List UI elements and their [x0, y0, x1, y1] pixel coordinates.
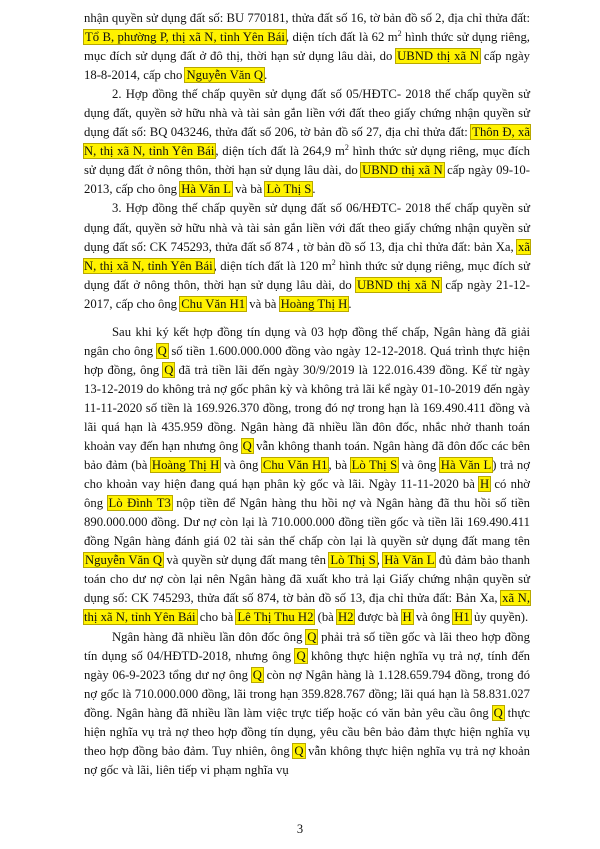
text-run: , diện tích đất là 120 m	[213, 258, 332, 273]
highlighted-text: UBND thị xã N	[362, 163, 443, 178]
highlighted-text: Chu Văn H1	[181, 296, 246, 311]
text-run: .	[264, 68, 268, 83]
text-run: hình thức sử dụng riêng, mục đích sử dụng đất ở nông thôn, thời hạn sử dụng lâu dài, do	[84, 144, 530, 178]
text-run: và ông	[220, 458, 262, 473]
highlighted-text: H	[480, 477, 490, 492]
text-run: ủy quyền).	[470, 610, 529, 625]
highlighted-text: Q	[252, 667, 262, 682]
highlighted-text: Hà Văn L	[440, 458, 492, 473]
paragraph-disbursement-history	[84, 323, 530, 628]
text-run: .	[312, 182, 316, 197]
document-body	[84, 9, 530, 780]
text-run: hình thức sử dụng riêng, mục đích sử dụng đất ở đô thị, thời hạn sử dụng lâu dài, do	[84, 30, 530, 64]
text-run: vẫn không thanh toán. Ngân hàng đã đôn đốc các bên bảo đảm (bà	[84, 439, 530, 473]
highlighted-text: Hoàng Thị H	[151, 458, 220, 473]
text-run: , diện tích đất là 62 m	[285, 30, 398, 45]
text-run: đủ đảm bảo thanh toán cho dư nợ còn lại nên Ngân hàng đã xuất kho trả lại Giấy chứng nhận quyền sử dụng số: CK 745293, thửa đất số 874, tờ bản đồ số 13, địa chỉ thửa đất: Bản Xa,	[84, 553, 531, 606]
highlighted-text: UBND thị xã N	[397, 49, 480, 64]
highlighted-text: Chu Văn H1	[262, 458, 328, 473]
highlighted-text: Q	[164, 362, 174, 377]
highlighted-text: H2	[337, 610, 354, 625]
highlighted-text: Q	[157, 343, 167, 358]
text-run: cấp ngày 21-12-2017, cấp cho ông	[84, 277, 530, 311]
paragraph-mortgage-1-continued	[84, 9, 530, 85]
text-run: phải trả số tiền gốc và lãi theo hợp đồng tín dụng số 04/HĐTD-2018, nhưng ông	[84, 629, 530, 663]
text-run: số tiền 1.600.000.000 đồng vào ngày 12-12-2018. Quá trình thực hiện hợp đồng, ông	[84, 343, 530, 377]
text-run: không thực hiện nghĩa vụ trả nợ, tính đến ngày 06-9-2023 tổng dư nợ ông	[84, 648, 530, 682]
highlighted-text: H	[402, 610, 412, 625]
text-run: hình thức sử dụng riêng, mục đích sử dụng đất ở nông thôn, thời hạn sử dụng lâu dài, do	[84, 258, 530, 292]
text-run: ) trả nợ cho khoản vay hiện đang quá hạn phân kỳ gốc và lãi. Ngày 11-11-2020 bà	[84, 458, 530, 492]
highlighted-text: Nguyễn Văn Q	[85, 553, 162, 568]
highlighted-text: Q	[493, 705, 503, 720]
text-run: ,	[376, 553, 384, 568]
paragraph-debt-status	[84, 628, 530, 780]
text-run: cấp ngày 09-10-2013, cấp cho ông	[84, 163, 530, 197]
highlighted-text: UBND thị xã N	[356, 277, 441, 292]
highlighted-text: Hà Văn L	[384, 553, 435, 568]
paragraph-mortgage-2	[84, 85, 530, 199]
highlighted-text: Q	[242, 439, 252, 454]
text-run: 3. Hợp đồng thế chấp quyền sử dụng đất số 06/HĐTC- 2018 thế chấp quyền sử dụng đất, quyền sở hữu nhà và tài sản gắn liền với đất theo giấy chứng nhận quyền sử dụng đất số: CK 745293, thửa đất số 874 , tờ bản đồ số 13, địa chỉ thửa đất: bản Xa,	[84, 201, 530, 254]
text-run: (bà	[314, 610, 337, 625]
text-run: .	[348, 296, 352, 311]
text-run: đã trả tiền lãi đến ngày 30/9/2019 là 122.016.439 đồng. Kể từ ngày 13-12-2019 do không trả nợ gốc phân kỳ và không trả lãi kể ngày 01-10-2019 đến ngày 11-11-2020 số tiền là 169.926.370 đồng, trong đó nợ trong hạn là 169.490.411 đồng và lãi quá hạn là 435.959 đồng. Ngân hàng đã nhiều lần đôn đốc, nhắc nhở thanh toán khoản vay đến hạn nhưng ông	[84, 362, 530, 454]
highlighted-text: H1	[454, 610, 470, 625]
text-run: Ngân hàng đã nhiều lần đôn đốc ông	[112, 629, 307, 644]
text-run: cho bà	[196, 610, 237, 625]
text-run: nhận quyền sử dụng đất số: BU 770181, thửa đất số 16, tờ bản đồ số 2, địa chỉ thửa đất:	[84, 11, 530, 25]
highlighted-text: Lò Đình T3	[108, 496, 171, 511]
text-run: và bà	[232, 182, 266, 197]
highlighted-text: Thôn Đ, xã N, thị xã N, tỉnh Yên Bái	[84, 125, 531, 159]
superscript: 2	[331, 257, 336, 267]
text-run: và ông	[412, 610, 454, 625]
highlighted-text: Lò Thị S	[351, 458, 398, 473]
highlighted-text: Lò Thị S	[330, 553, 376, 568]
text-run: 2. Hợp đồng thế chấp quyền sử dụng đất số 05/HĐTC- 2018 thế chấp quyền sử dụng đất, quyền sở hữu nhà và tài sản gắn liền với đất theo giấy chứng nhận quyền sử dụng đất số: BQ 043246, thửa đất số 206, tờ bản đồ số 27, địa chỉ thửa đất:	[84, 87, 530, 140]
text-run: Sau khi ký kết hợp đồng tín dụng và 03 hợp đồng thế chấp, Ngân hàng đã giải ngân cho ông	[84, 324, 530, 358]
highlighted-text: Q	[307, 629, 317, 644]
highlighted-text: xã N, thị xã N, tỉnh Yên Bái	[84, 591, 531, 625]
paragraph-mortgage-3	[84, 199, 530, 313]
text-run: cấp ngày 18-8-2014, cấp cho	[84, 49, 531, 83]
highlighted-text: Lê Thị Thu H2	[237, 610, 314, 625]
highlighted-text: Q	[294, 743, 304, 758]
highlighted-text: Tổ B, phường P, thị xã N, tỉnh Yên Bái	[85, 30, 285, 45]
text-run: , bà	[328, 458, 351, 473]
text-run: và quyền sử dụng đất mang tên	[163, 553, 330, 568]
highlighted-text: Lò Thị S	[266, 182, 312, 197]
text-run: được bà	[354, 610, 402, 625]
text-run: và bà	[246, 296, 280, 311]
superscript: 2	[397, 28, 402, 38]
text-run: thực hiện nghĩa vụ trả nợ theo hợp đồng tín dụng, yêu cầu bên bảo đảm thực hiện nghĩa vụ theo hợp đồng bảo đảm. Tuy nhiên, ông	[84, 705, 530, 758]
text-run: vẫn không thực hiện nghĩa vụ trả nợ khoản nợ gốc và lãi, liên tiếp vi phạm nghĩa vụ	[84, 743, 531, 777]
text-run: còn nợ Ngân hàng là 1.128.659.794 đồng, trong đó nợ gốc là 710.000.000 đồng, lãi trong hạn 359.828.767 đồng; lãi quá hạn là 58.831.027 đồng. Ngân hàng đã nhiều lần làm việc trực tiếp hoặc có văn bản yêu cầu ông	[84, 667, 530, 720]
page-number: 3	[296, 822, 304, 836]
text-run: có nhờ ông	[84, 477, 530, 511]
highlighted-text: Nguyễn Văn Q	[186, 68, 264, 83]
text-run: , diện tích đất là 264,9 m	[215, 144, 345, 159]
text-run: nộp tiền để Ngân hàng thu hồi nợ và Ngân hàng đã thu hồi số tiền 890.000.000 đồng. Dư nợ còn lại là 710.000.000 đồng tiền gốc và tiền lãi 169.490.411 đồng Ngân hàng đánh giá 02 tài sản thế chấp còn lại là quyền sử dụng đất mang tên	[84, 496, 530, 549]
highlighted-text: Hoàng Thị H	[280, 296, 348, 311]
highlighted-text: Q	[296, 648, 306, 663]
text-run: và ông	[398, 458, 440, 473]
highlighted-text: Hà Văn L	[181, 182, 231, 197]
highlighted-text: xã N, thị xã N, tỉnh Yên Bái	[84, 239, 530, 273]
superscript: 2	[344, 143, 349, 153]
